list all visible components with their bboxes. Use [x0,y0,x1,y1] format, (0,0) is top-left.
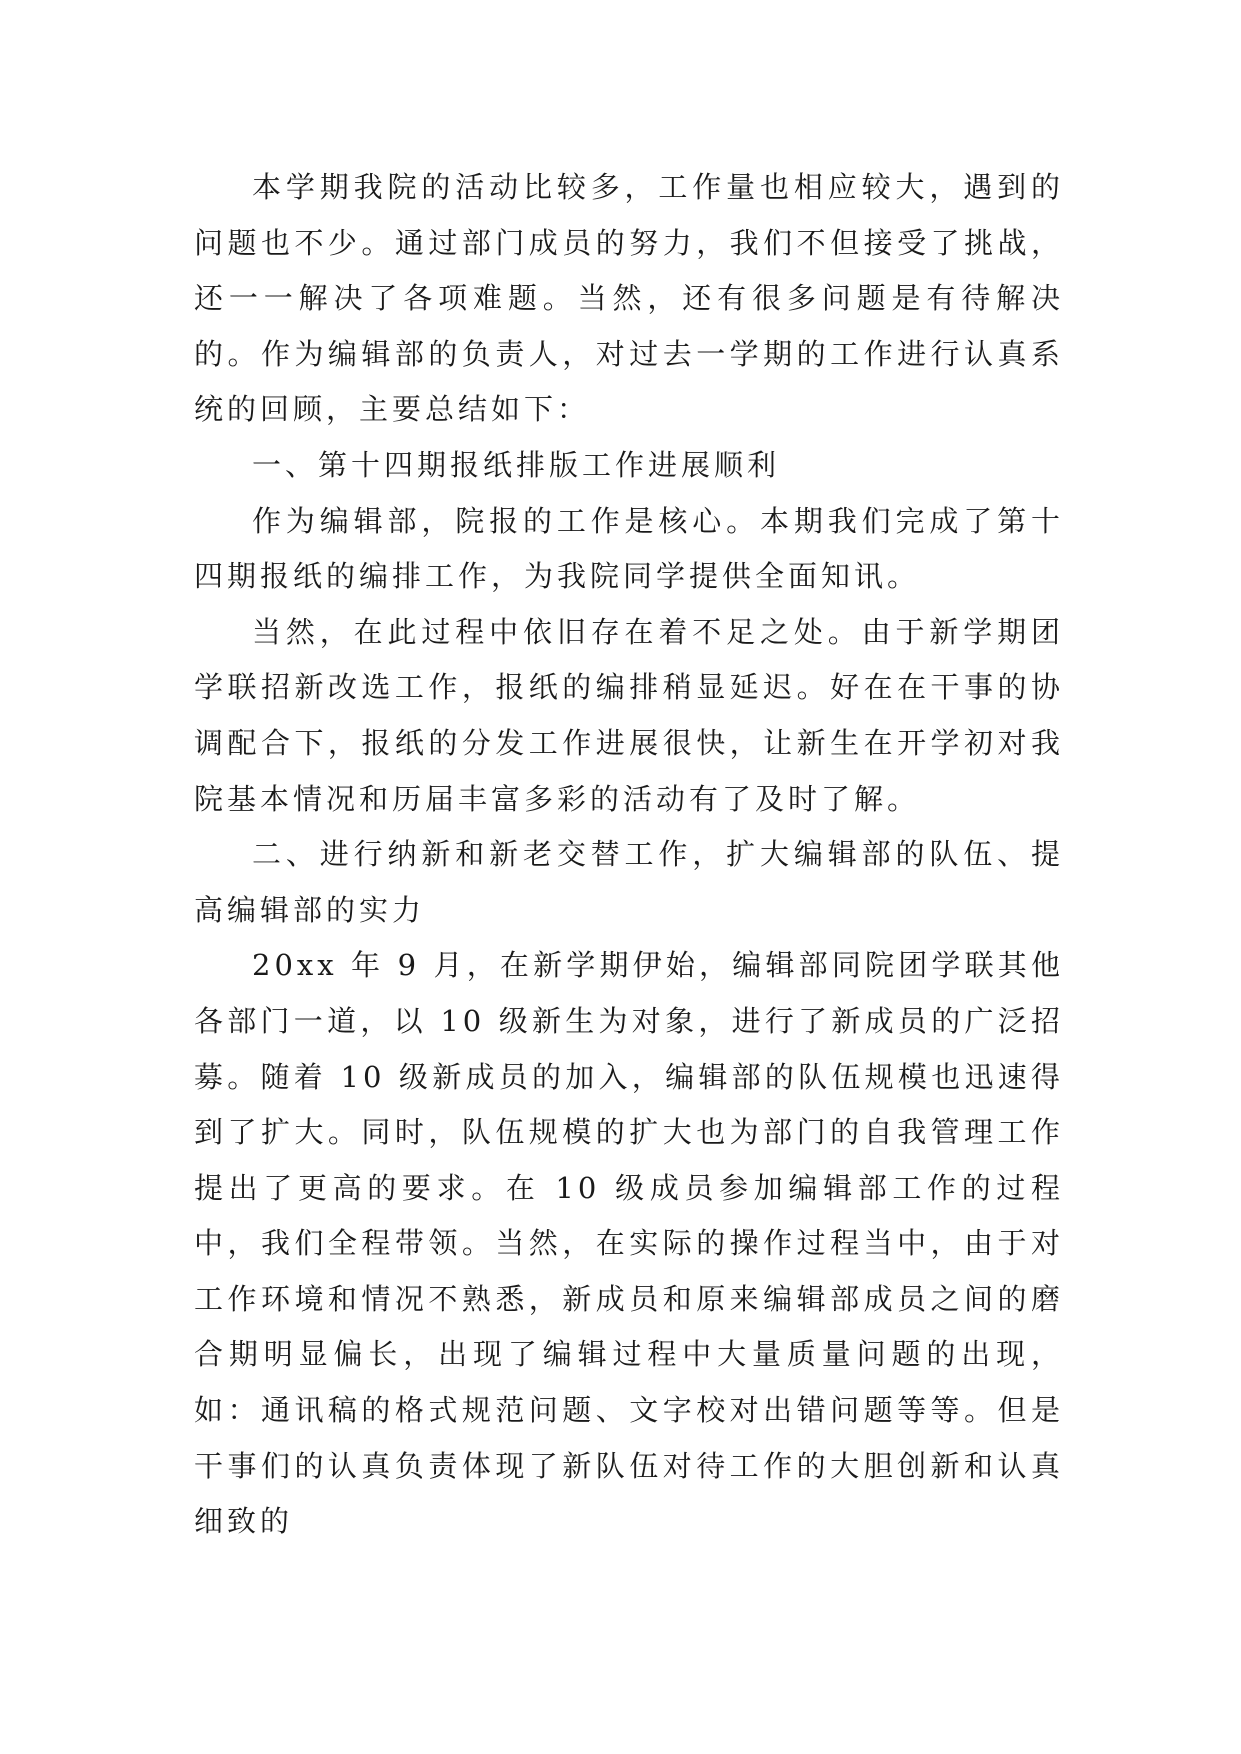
paragraph-section2-body: 20xx 年 9 月，在新学期伊始，编辑部同院团学联其他各部门一道，以 10 级新生为对象，进行了新成员的广泛招募。随着 10 级新成员的加入，编辑部的队伍规模也迅速得到了扩大。同时，队伍规模的扩大也为部门的自我管理工作提出了更高的要求。在 10 级成员参加编辑部工作的过程中，我们全程带领。当然，在实际的操作过程当中，由于对工作环境和情况不熟悉，新成员和原来编辑部成员之间的磨合期明显偏长，出现了编辑过程中大量质量问题的出现，如：通讯稿的格式规范问题、文字校对出错问题等等。但是干事们的认真负责体现了新队伍对待工作的大胆创新和认真细致的 [194,948,1064,1539]
paragraph-section1-shortcomings: 当然，在此过程中依旧存在着不足之处。由于新学期团学联招新改选工作，报纸的编排稍显延迟。好在在干事的协调配合下，报纸的分发工作进展很快，让新生在开学初对我院基本情况和历届丰富多彩的活动有了及时了解。 [194,614,1064,816]
paragraph-section1-body: 作为编辑部，院报的工作是核心。本期我们完成了第十四期报纸的编排工作，为我院同学提供全面知讯。 [194,503,1064,594]
section-heading-2: 二、进行纳新和新老交替工作，扩大编辑部的队伍、提高编辑部的实力 [194,837,1064,927]
paragraph-intro: 本学期我院的活动比较多，工作量也相应较大，遇到的问题也不少。通过部门成员的努力，我们不但接受了挑战，还一一解决了各项难题。当然，还有很多问题是有待解决的。作为编辑部的负责人，对过去一学期的工作进行认真系统的回顾，主要总结如下： [194,170,1064,427]
document-body [194,160,1064,1550]
section-heading-1: 一、第十四期报纸排版工作进展顺利 [252,447,781,482]
